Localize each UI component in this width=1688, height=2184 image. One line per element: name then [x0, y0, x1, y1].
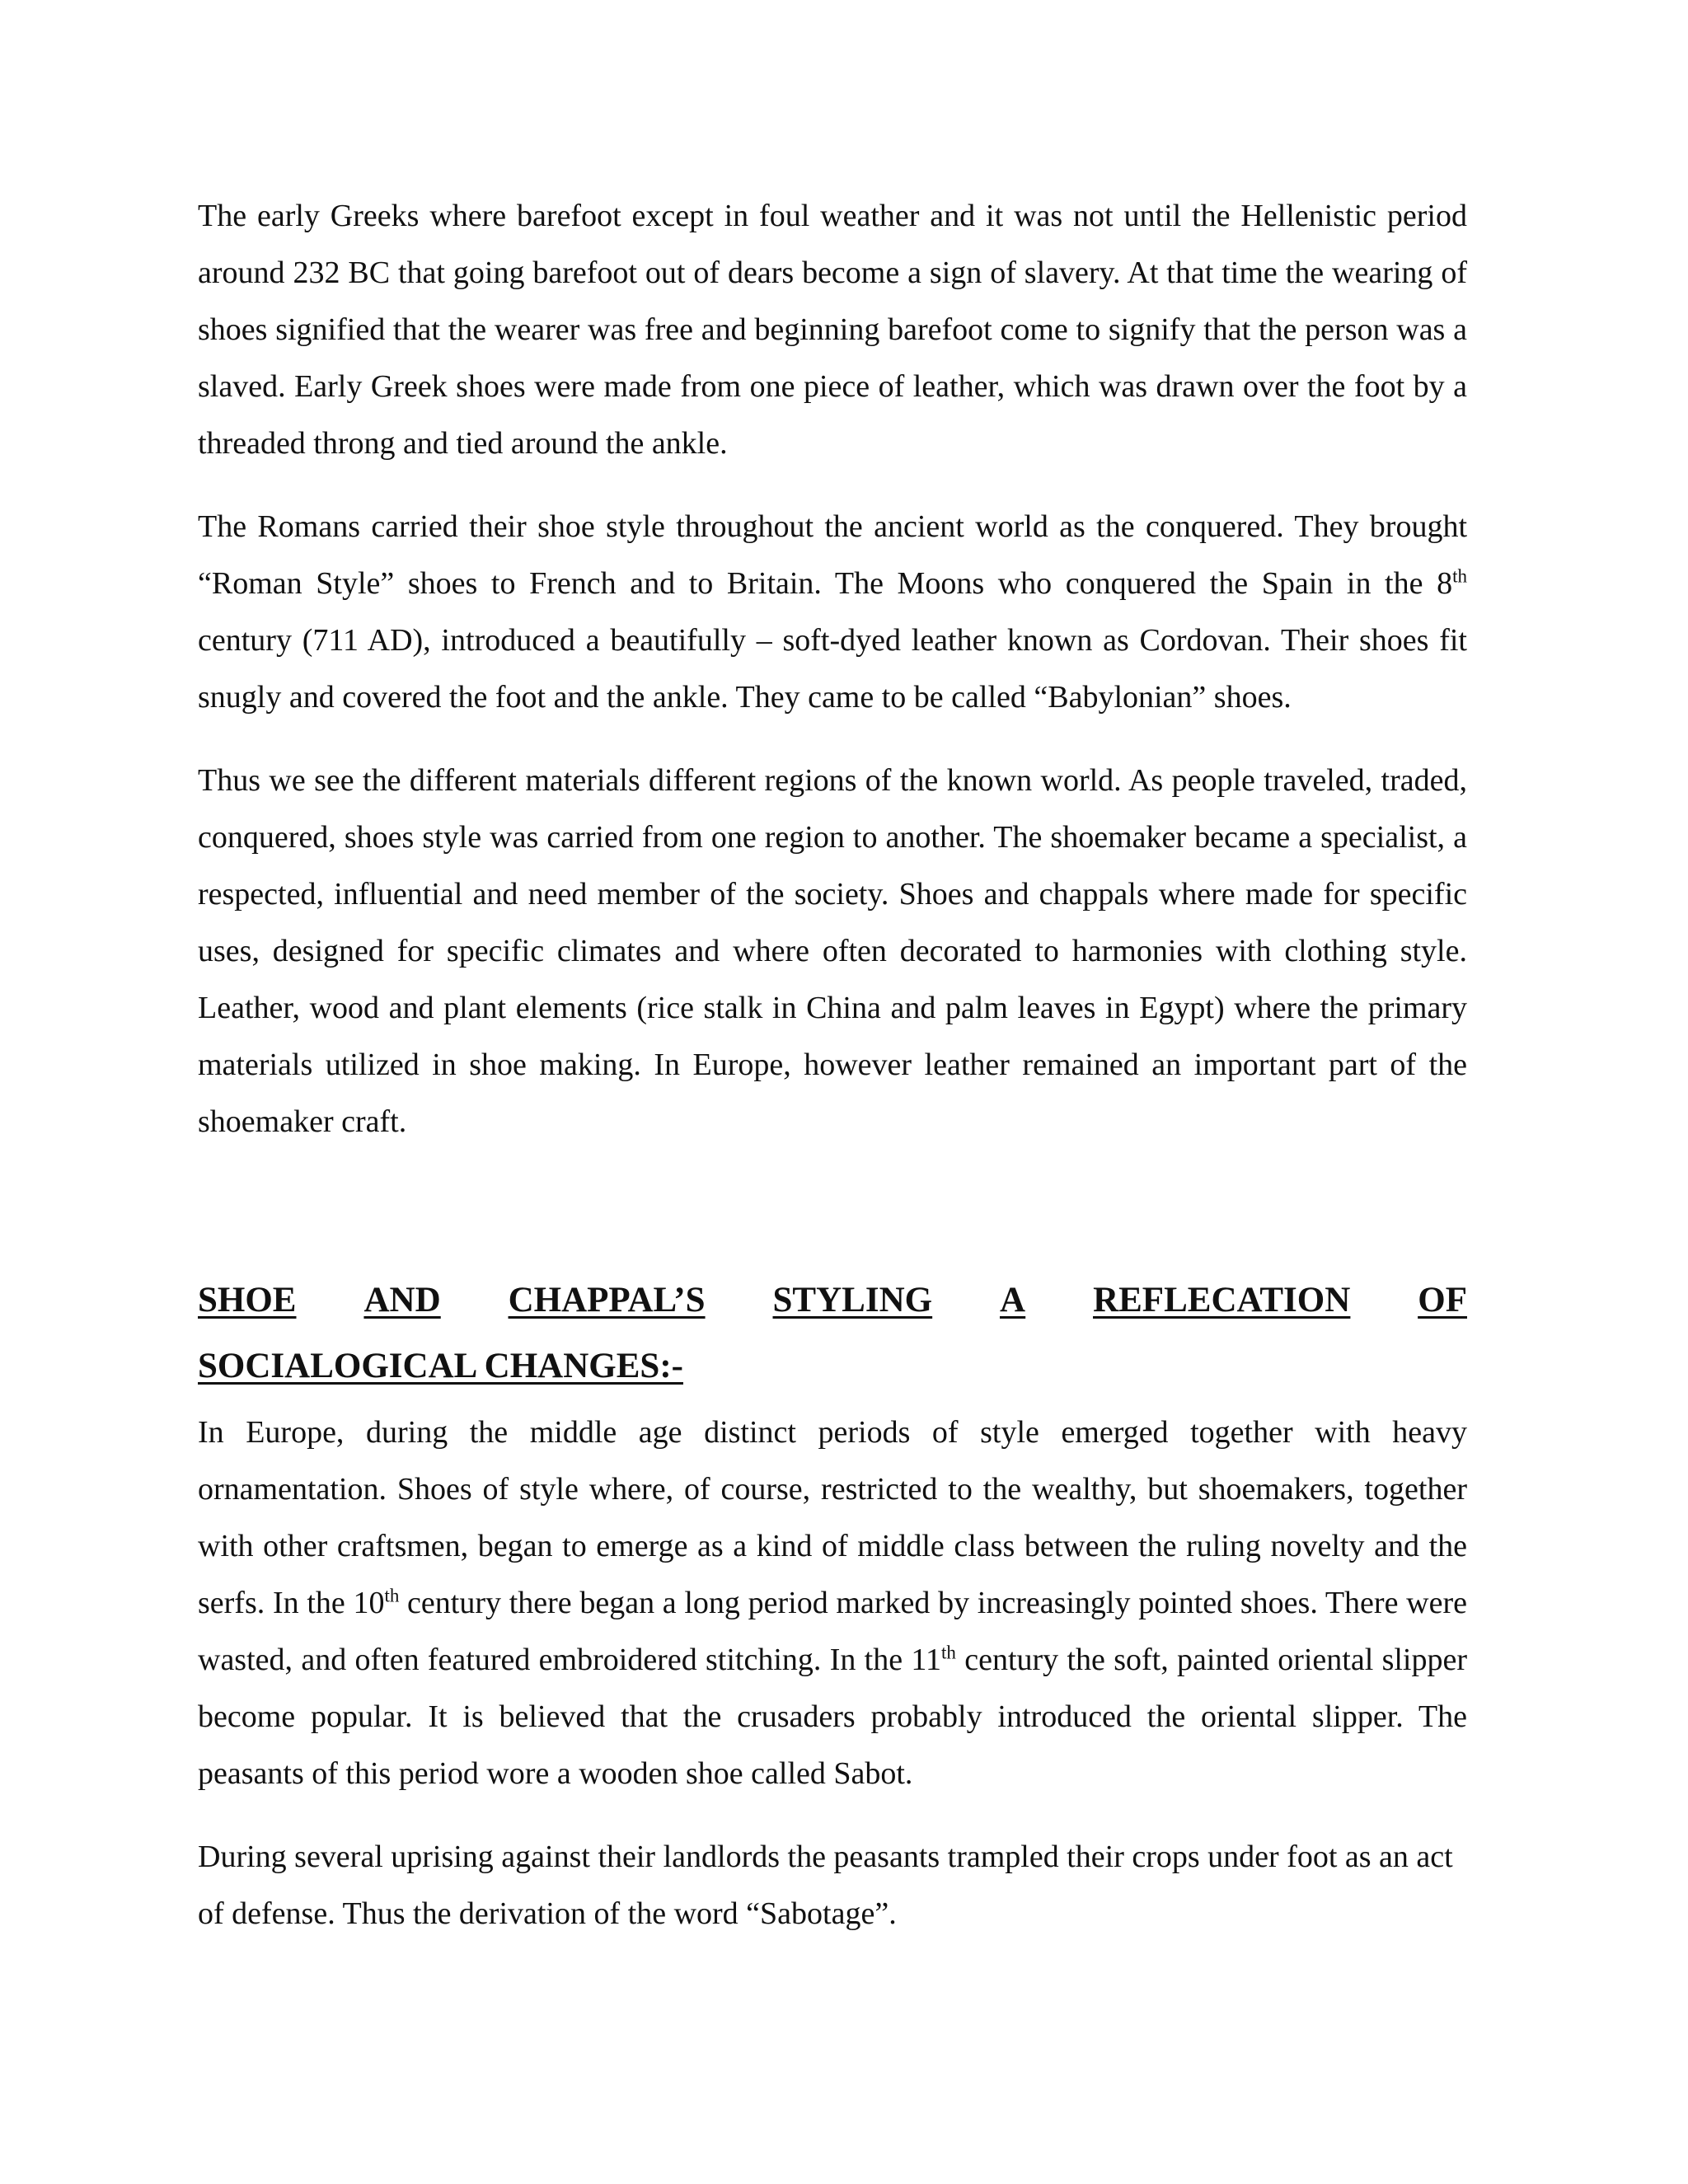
heading-line-1 [198, 1268, 1467, 1333]
paragraph-text: century the soft, painted oriental slipper become popular. It is believed that the crusaders probably introduced the oriental slipper. The peasants of this period wore a wooden shoe called Sabot. [198, 1643, 1467, 1791]
paragraph-roman-shoes [198, 499, 1467, 726]
ordinal-suffix: th [941, 1642, 956, 1663]
ordinal-suffix: th [1452, 565, 1467, 587]
paragraph-greek-shoes [198, 188, 1467, 472]
heading-word: AND [363, 1281, 441, 1319]
paragraph-materials [198, 752, 1467, 1151]
paragraph-text: The Romans carried their shoe style throughout the ancient world as the conquered. They brought “Roman Style” shoes to French and to Britain. The Moons who conquered the Spain in the 8 [198, 509, 1467, 601]
paragraph-text: century (711 AD), introduced a beautifully – soft-dyed leather known as Cordovan. Their shoes fit snugly and covered the foot and the ankle. They came to be called “Babylonian” shoes. [198, 623, 1467, 715]
heading-word: SHOE [198, 1281, 297, 1319]
heading-word: STYLING [772, 1281, 933, 1319]
heading-line-2: SOCIALOGICAL CHANGES:- [198, 1347, 683, 1385]
paragraph-text: In Europe, during the middle age distinct periods of style emerged together with heavy ornamentation. Shoes of style where, of course, restricted to the wealthy, but shoemakers, together with other craftsmen, began to emerge as a kind of middle class between the ruling novelty and the serfs. In the 10 [198, 1415, 1467, 1620]
heading-word: REFLECATION [1093, 1281, 1351, 1319]
section-heading [198, 1268, 1467, 1399]
heading-word: A [1000, 1281, 1026, 1319]
paragraph-middle-ages [198, 1404, 1467, 1802]
paragraph-text: The early Greeks where barefoot except in foul weather and it was not until the Hellenistic period around 232 BC that going barefoot out of dears become a sign of slavery. At that time the wearing of shoes signified that the wearer was free and beginning barefoot come to signify that the person was a slaved. Early Greek shoes were made from one piece of leather, which was drawn over the foot by a threaded throng and tied around the ankle. [198, 199, 1467, 461]
document-page [198, 188, 1467, 1969]
heading-word: OF [1418, 1281, 1467, 1319]
heading-word: CHAPPAL’S [508, 1281, 706, 1319]
section-gap [198, 1177, 1467, 1268]
ordinal-suffix: th [384, 1585, 400, 1606]
paragraph-text: During several uprising against their landlords the peasants trampled their crops under foot as an act of defense. Thus the derivation of the word “Sabotage”. [198, 1840, 1453, 1931]
paragraph-text: Thus we see the different materials different regions of the known world. As people traveled, traded, conquered, shoes style was carried from one region to another. The shoemaker became a specialist, a respected, influential and need member of the society. Shoes and chappals where made for specific uses, designed for specific climates and where often decorated to harmonies with clothing style. Leather, wood and plant elements (rice stalk in China and palm leaves in Egypt) where the primary materials utilized in shoe making. In Europe, however leather remained an important part of the shoemaker craft. [198, 763, 1467, 1139]
paragraph-text: century there began a long period marked by increasingly pointed shoes. There were wasted, and often featured embroidered stitching. In the 11 [198, 1586, 1467, 1677]
paragraph-sabotage [198, 1829, 1467, 1943]
